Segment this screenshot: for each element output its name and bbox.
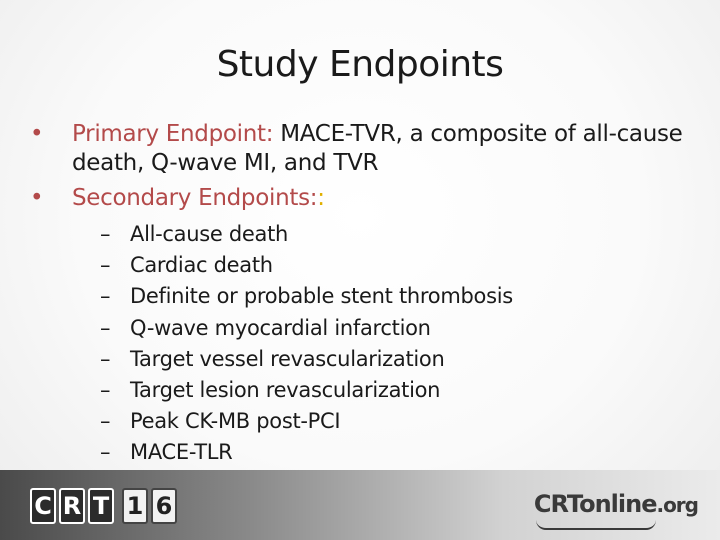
secondary-endpoints-list — [100, 219, 688, 469]
list-item — [100, 250, 688, 281]
bullet-dot-icon: • — [30, 121, 44, 147]
crt-logo-letter: C — [30, 488, 56, 524]
list-item-text: Cardiac death — [130, 253, 273, 278]
slide-title: Study Endpoints — [216, 44, 504, 85]
list-item-text: Peak CK-MB post-PCI — [130, 409, 341, 434]
dash-icon: – — [100, 378, 111, 403]
secondary-endpoints-colon: : — [317, 185, 325, 211]
list-item — [100, 437, 688, 468]
swoosh-icon — [536, 520, 656, 530]
bullet-body — [72, 184, 688, 213]
crt-logo-letter: 1 — [122, 488, 148, 524]
dash-icon: – — [100, 284, 111, 309]
primary-endpoint-text: MACE-TVR, a composite of all-cause death, Q-wave MI, and TVR — [72, 121, 683, 176]
crt16-logo — [30, 488, 177, 524]
dash-icon: – — [100, 409, 111, 434]
dash-icon: – — [100, 346, 111, 371]
list-item — [100, 313, 688, 344]
crtonline-logo-main: CRTonline — [533, 490, 657, 518]
bullet-primary-endpoint — [28, 120, 688, 178]
bullet-body — [72, 120, 688, 178]
bullet-secondary-endpoints — [28, 184, 688, 213]
list-item-text: MACE-TLR — [130, 440, 233, 465]
crtonline-logo-suffix: .org — [656, 493, 698, 517]
crt-logo-letter: T — [88, 488, 114, 524]
list-item-text: Q-wave myocardial infarction — [130, 315, 431, 340]
slide-content — [28, 120, 688, 469]
list-item-text: Target lesion revascularization — [130, 378, 441, 403]
list-item — [100, 375, 688, 406]
dash-icon: – — [100, 440, 111, 465]
bullet-dot-icon: • — [30, 185, 44, 211]
list-item — [100, 281, 688, 312]
dash-icon: – — [100, 222, 111, 246]
dash-icon: – — [100, 315, 111, 340]
list-item-text: All-cause death — [130, 222, 289, 246]
crt-logo-letter: R — [59, 488, 85, 524]
list-item-text: Definite or probable stent thrombosis — [130, 284, 513, 309]
secondary-endpoints-label: Secondary Endpoints: — [72, 185, 318, 211]
list-item-text: Target vessel revascularization — [130, 346, 445, 371]
primary-endpoint-label: Primary Endpoint: — [72, 121, 274, 147]
list-item — [100, 344, 688, 375]
dash-icon: – — [100, 253, 111, 278]
footer-bar — [0, 470, 720, 540]
list-item — [100, 219, 688, 250]
crt-logo-letter: 6 — [151, 488, 177, 524]
list-item — [100, 406, 688, 437]
crtonline-logo — [534, 490, 698, 518]
